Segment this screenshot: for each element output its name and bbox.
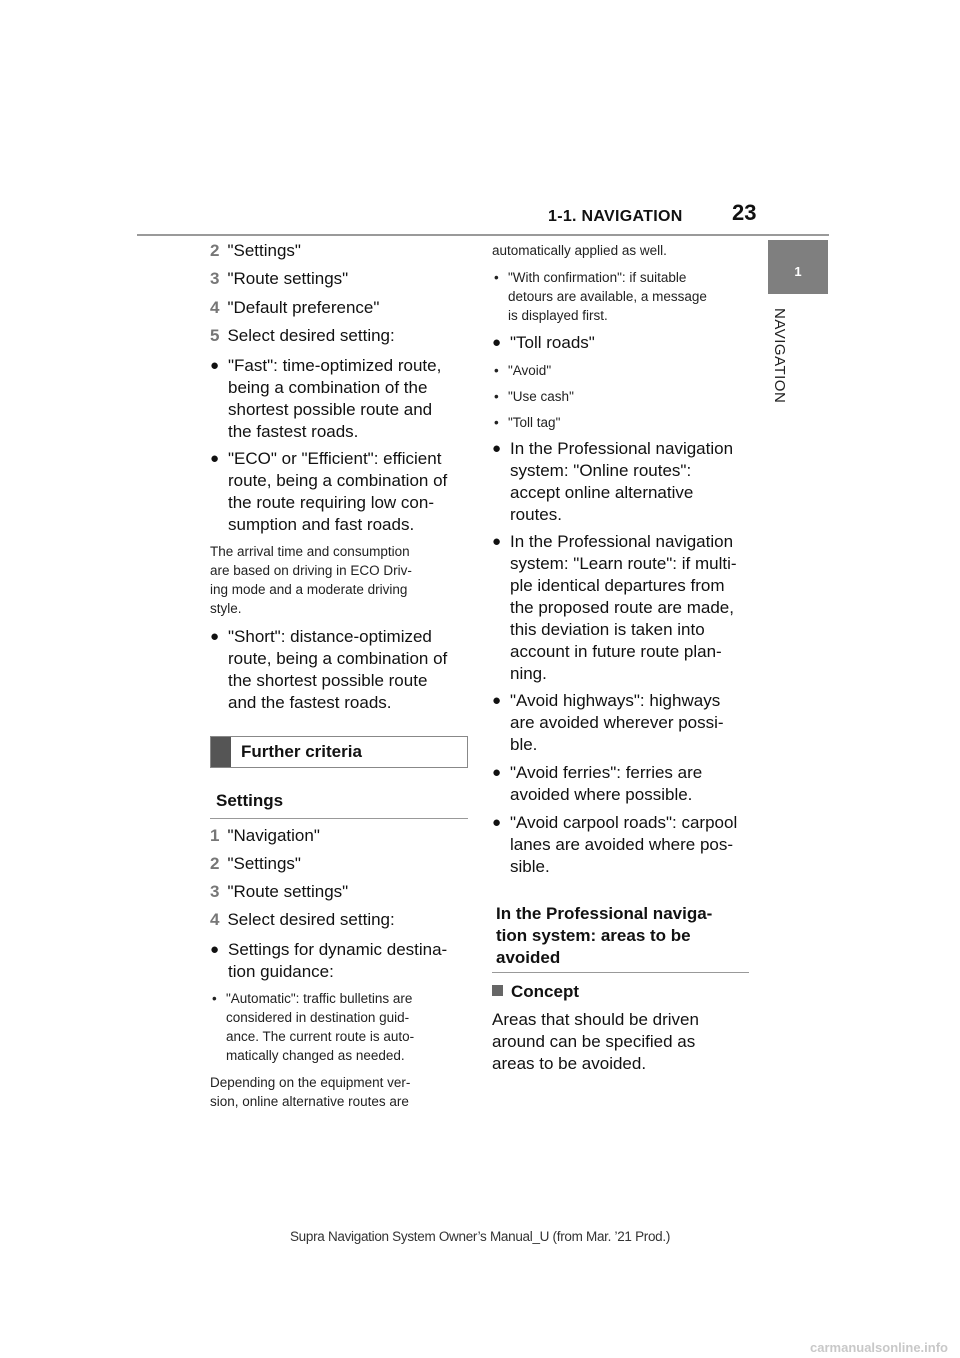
step-number: 3 [210,882,220,901]
bullet-line: "ECO" or "Efficient": efficient [228,449,442,468]
paragraph-line: areas to be avoided. [492,1054,647,1073]
sub-line: "Toll tag" [508,415,561,430]
bullet-line: avoided where possible. [510,785,693,804]
heading-rule [492,972,749,973]
sub-line: "Automatic": traffic bulletins are [226,991,413,1006]
sub-bullet-icon: • [212,991,217,1006]
sub-bullet-icon: • [494,363,499,378]
bullet-dot-icon: ● [492,533,502,550]
step-text: "Default preference" [227,298,380,317]
areas-heading [496,903,712,969]
sub-bullet-icon: • [494,389,499,404]
bullet-line: accept online alternative [510,483,694,502]
step-number: 4 [210,298,220,317]
further-criteria-box [210,736,468,768]
heading-line: tion system: areas to be [496,926,691,945]
bullet-line: ple identical departures from [510,576,725,595]
step-number: 1 [210,826,220,845]
bullet-line: "Toll roads" [510,333,595,352]
chapter-tab-label [764,308,796,428]
step-text: "Navigation" [227,826,320,845]
paragraph-line: around can be specified as [492,1032,696,1051]
sub-line: detours are available, a message [508,289,707,304]
bullet-line: ning. [510,664,547,683]
bullet-dot-icon: ● [210,450,220,467]
bullet-line: system: "Learn route": if multi- [510,554,737,573]
sub-bullet-icon: • [494,415,499,430]
bullet-line: sible. [510,857,550,876]
bullet-line: route, being a combination of [228,471,448,490]
step-number: 2 [210,854,220,873]
step-item [210,241,301,261]
step-text: "Route settings" [227,882,349,901]
bullet-line: sumption and fast roads. [228,515,415,534]
sub-line: is displayed first. [508,308,608,323]
heading-line: In the Professional naviga- [496,904,713,923]
concept-heading-text: Concept [511,982,579,1001]
note-line: The arrival time and consumption [210,544,410,559]
square-bullet-icon [492,985,503,996]
bullet-line: ble. [510,735,538,754]
step-item [210,910,395,930]
bullet-line: and the fastest roads. [228,693,392,712]
heading-rule [210,818,468,819]
bullet-line: "Avoid highways": highways [510,691,721,710]
settings-heading-text: Settings [216,791,284,810]
step-number: 3 [210,269,220,288]
page-number: 23 [732,200,757,225]
step-number: 4 [210,910,220,929]
bullet-line: the shortest possible route [228,671,428,690]
bullet-line: account in future route plan- [510,642,722,661]
note-line: ing mode and a moderate driving [210,582,408,597]
heading-line: avoided [496,948,561,967]
note-line: automatically applied as well. [492,243,667,258]
note-line: sion, online alternative routes are [210,1094,409,1109]
bullet-line: tion guidance: [228,962,334,981]
chapter-tab-number: 1 [794,264,802,279]
step-item [210,854,301,874]
footer-text: Supra Navigation System Owner’s Manual_U (from Mar. ’21 Prod.) [289,1229,671,1244]
step-text: Select desired setting: [227,910,395,929]
bullet-line: are avoided wherever possi- [510,713,724,732]
further-criteria-heading: Further criteria [241,742,362,761]
bullet-dot-icon: ● [492,764,502,781]
chapter-tab [768,240,828,294]
watermark: carmanualsonline.info [810,1340,948,1355]
sub-line: considered in destination guid- [226,1010,410,1025]
step-number: 5 [210,326,220,345]
header-rule [137,234,829,236]
sub-bullet-icon: • [494,270,499,285]
note-line: are based on driving in ECO Driv- [210,563,412,578]
bullet-dot-icon: ● [210,357,220,374]
step-item [210,269,348,289]
bullet-line: "Avoid ferries": ferries are [510,763,703,782]
note-eco [210,542,412,618]
step-item [210,326,395,346]
note-online [210,1073,410,1111]
bullet-line: being a combination of the [228,378,428,397]
bullet-line: system: "Online routes": [510,461,692,480]
step-item [210,298,379,318]
bullet-line: shortest possible route and [228,400,433,419]
bullet-line: route, being a combination of [228,649,448,668]
bullet-line: the fastest roads. [228,422,359,441]
bullet-dot-icon: ● [492,334,502,351]
step-text: "Route settings" [227,269,349,288]
step-text: "Settings" [227,854,301,873]
sub-line: ance. The current route is auto- [226,1029,415,1044]
chapter-tab-label-text: NAVIGATION [771,308,788,404]
step-number: 2 [210,241,220,260]
bullet-dot-icon: ● [492,440,502,457]
bullet-line: the route requiring low con- [228,493,435,512]
bullet-dot-icon: ● [492,814,502,831]
note-continued [492,241,667,260]
settings-heading [216,790,283,812]
bullet-dot-icon: ● [210,941,220,958]
step-text: "Settings" [227,241,301,260]
bullet-line: this deviation is taken into [510,620,705,639]
sub-line: "Avoid" [508,363,552,378]
note-line: Depending on the equipment ver- [210,1075,411,1090]
paragraph-line: Areas that should be driven [492,1010,699,1029]
heading-bar [211,737,231,767]
section-title: 1-1. NAVIGATION [548,208,683,225]
concept-heading [492,982,579,1002]
bullet-line: lanes are avoided where pos- [510,835,734,854]
sub-line: "With confirmation": if suitable [508,270,687,285]
bullet-dot-icon: ● [492,692,502,709]
sub-line: matically changed as needed. [226,1048,405,1063]
bullet-line: Settings for dynamic destina- [228,940,448,959]
bullet-line: routes. [510,505,562,524]
step-item [210,882,348,902]
bullet-line: "Fast": time-optimized route, [228,356,442,375]
step-text: Select desired setting: [227,326,395,345]
bullet-line: In the Professional navigation [510,532,734,551]
bullet-line: "Short": distance-optimized [228,627,432,646]
note-line: style. [210,601,242,616]
step-item [210,826,320,846]
bullet-line: In the Professional navigation [510,439,734,458]
bullet-line: "Avoid carpool roads": carpool [510,813,738,832]
bullet-dot-icon: ● [210,628,220,645]
bullet-line: the proposed route are made, [510,598,734,617]
sub-line: "Use cash" [508,389,574,404]
